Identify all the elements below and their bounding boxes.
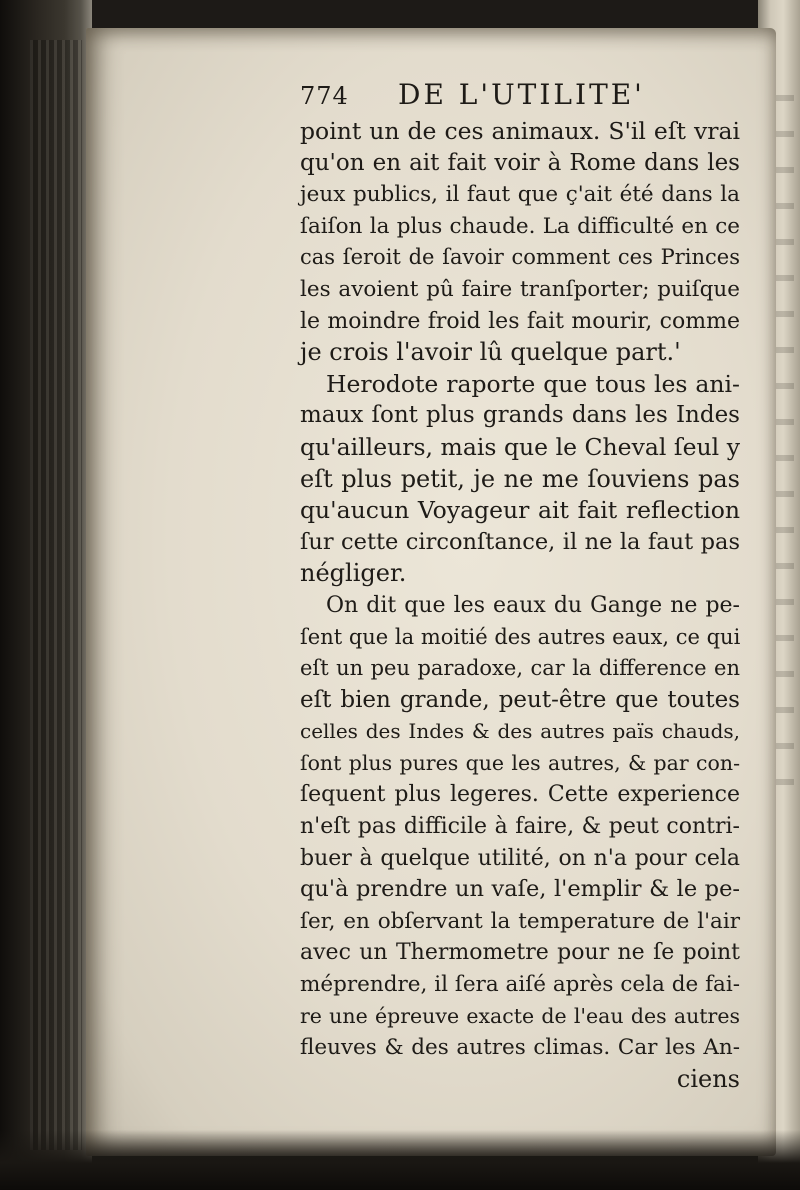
text-line: ſaiſon la plus chaude. La difficulté en ce [300, 213, 740, 239]
page-bottom-shadow [0, 1130, 800, 1190]
text-line: jeux publics, il faut que ç'ait été dans la [300, 182, 740, 208]
text-line: Herodote raporte que tous les ani- [326, 369, 740, 398]
text-line: ſequent plus legeres. Cette experience [300, 782, 740, 808]
text-line: cas ſeroit de ſavoir comment ces Princes [300, 245, 740, 270]
text-line: n'eſt pas difficile à faire, & peut contri- [300, 814, 740, 840]
text-line: négliger. [300, 559, 407, 588]
text-line: eſt plus petit, je ne me ſouviens pas [300, 464, 740, 493]
text-line: ſent que la moitié des autres eaux, ce qui [300, 624, 741, 649]
text-line: les avoient pû faire tranſporter; puiſque [300, 276, 740, 302]
text-line: eſt un peu paradoxe, car la difference en [300, 656, 740, 681]
text-line: maux ſont plus grands dans les Indes [300, 402, 740, 429]
text-line: qu'aucun Voyageur ait fait reflection [300, 496, 740, 525]
catchword: ciens [676, 1064, 740, 1093]
text-line: fleuves & des autres climas. Car les An- [300, 1035, 740, 1061]
text-line: qu'on en ait fait voir à Rome dans les [300, 149, 740, 176]
text-line: On dit que les eaux du Gange ne pe- [326, 592, 740, 618]
text-line: le moindre froid les fait mourir, comme [300, 308, 740, 334]
page-text-block [300, 76, 740, 1095]
text-line: re une épreuve exacte de l'eau des autres [300, 1003, 740, 1028]
text-line: qu'ailleurs, mais que le Cheval ſeul y [300, 432, 740, 461]
text-line: ſont plus pures que les autres, & par con- [300, 750, 740, 775]
text-line: point un de ces animaux. S'il eſt vrai [300, 117, 740, 145]
running-head [300, 76, 740, 116]
text-line: eſt bien grande, peut-être que toutes [300, 686, 740, 713]
text-line: méprendre, il ſera aiſé après cela de fai- [300, 972, 740, 998]
body-text [300, 116, 740, 1095]
text-line: qu'à prendre un vaſe, l'emplir & le pe- [300, 876, 740, 903]
binding-texture [30, 40, 82, 1150]
text-line: ſer, en obſervant la temperature de l'air [300, 908, 740, 934]
text-line: avec un Thermometre pour ne ſe point [300, 940, 740, 966]
page-number: 774 [300, 82, 349, 110]
text-line: celles des Indes & des autres païs chauds, [300, 719, 740, 744]
text-line: je crois l'avoir lû quelque part.' [300, 338, 681, 367]
text-line: buer à quelque utilité, on n'a pour cela [300, 845, 740, 871]
text-line: ſur cette circonſtance, il ne la faut pas [300, 528, 740, 555]
running-title: DE L'UTILITE' [398, 78, 645, 111]
